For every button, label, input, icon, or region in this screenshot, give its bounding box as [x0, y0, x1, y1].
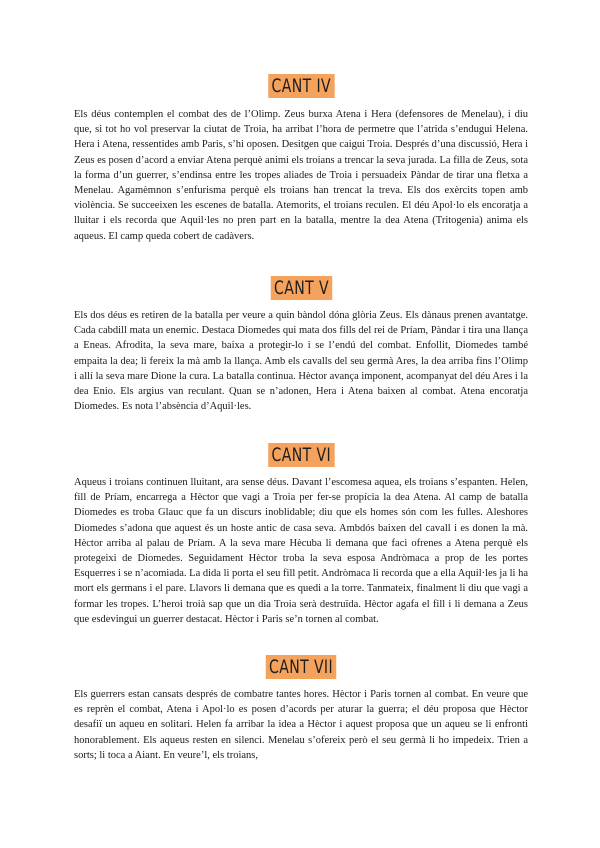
- section-heading: CANT VI: [268, 443, 334, 467]
- heading-wrap: [74, 443, 528, 467]
- section-paragraph: Els guerrers estan cansats després de combatre tantes hores. Hèctor i Paris tornen al combat. En veure que es reprèn el combat, Atena i Apol·lo es posen d’acords per aturar la guerra; el déu proposa que Hèctor desafiï un aqueu en solitari. Helen fa arribar la idea a Hèctor i aquest proposa que un aqueu se li enfronti honorablement. Els aqueus resten en silenci. Menelau s’ofereix però el seu germà li ho impedeix. Trien a sorts; li toca a Aiant. En veure’l, els troians,: [74, 689, 528, 761]
- section-heading: CANT IV: [268, 74, 334, 98]
- section-cant-vii: [74, 655, 528, 763]
- heading-wrap: [74, 655, 528, 679]
- section-cant-iv: [74, 74, 528, 244]
- section-paragraph: Aqueus i troians continuen lluitant, ara sense déus. Davant l’escomesa aquea, els troians s’espanten. Helen, fill de Príam, encarrega a Hèctor que vagi a Troia per fer-se propícia la dea Atena. Al camp de batalla Diomedes es troba Glauc que fa un discurs inoblidable; diu que els homes són com les fulles. Aleshores Diomedes s’adona que aquest és un hoste antic de casa seva. Ambdós baixen del cavall i es donen la mà. Hèctor arriba al palau de Príam. A la seva mare Hècuba li demana que faci ofrenes a Atena perquè els protegeixi de Diomedes. Seguidament Hèctor troba la seva esposa Andròmaca a prop de les portes Esquerres i se n’acomiada. La dida li porta el seu fill petit. Andròmaca li recorda que a ella Aquil·les ja li ha mort els germans i el pare. Llavors li demana que es quedi a la torre. Tanmateix, finalment li diu que vagi a formar les tropes. L’heroi troià sap que un dia Troia serà destruïda. Hèctor agafa el fill i li demana a Zeus que esdevingui un guerrer destacat. Hèctor i Paris se’n tornen al combat.: [74, 477, 528, 625]
- section-paragraph: Els dos déus es retiren de la batalla per veure a quin bàndol dóna glòria Zeus. Els dànaus prenen avantatge. Cada cabdill mata un enemic. Destaca Diomedes qui mata dos fills del rei de Príam, Pàndar i tira una llança a Eneas. Afrodita, la seva mare, baixa a protegir-lo i se l’endú del combat. Enfollit, Diomedes també empaita la dea; li fereix la mà amb la llança. Amb els cavalls del seu germà Ares, la dea arriba fins l’Olimp i allí la seva mare Dione la cura. La batalla continua. Hèctor avança imponent, acompanyat del déu Ares i la dea Enio. Els argius van reculant. Quan se n’adonen, Hera i Atena baixen al combat. Atena encoratja Diomedes. Es nota l’absència d’Aquil·les.: [74, 310, 528, 413]
- heading-wrap: [74, 74, 528, 98]
- section-paragraph: Els déus contemplen el combat des de l’Olimp. Zeus burxa Atena i Hera (defensores de Menelau), i diu que, si tot ho vol preservar la ciutat de Troia, ha arribat l’hora de permetre que l’atrida s’endugui Helena. Hera i Atena, ressentides amb Paris, s’hi oposen. Desitgen que caigui Troia. Després d’una discussió, Hera i Zeus es posen d’acord a enviar Atena perquè animi els troians a trencar la seva jurada. La filla de Zeus, sota la forma d’un guerrer, s’endinsa entre les tropes aliades de Troia i persuadeix Pàndar de tirar una fletxa a Menelau. Agamèmnon s’enfurisma perquè els troians han trencat la treva. Els dos exèrcits topen amb violència. Se succeeixen les escenes de batalla. Atemorits, el troians reculen. El déu Apol·lo els encoratja a lluitar i els recorda que Aquil·les no pren part en la batalla, mentre la dea Atena (Tritogenia) anima els aqueus. El camp queda cobert de cadàvers.: [74, 109, 528, 242]
- section-cant-v: [74, 276, 528, 414]
- section-heading: CANT V: [270, 276, 331, 300]
- section-cant-vi: [74, 443, 528, 627]
- heading-wrap: [74, 276, 528, 300]
- section-heading: CANT VII: [266, 655, 337, 679]
